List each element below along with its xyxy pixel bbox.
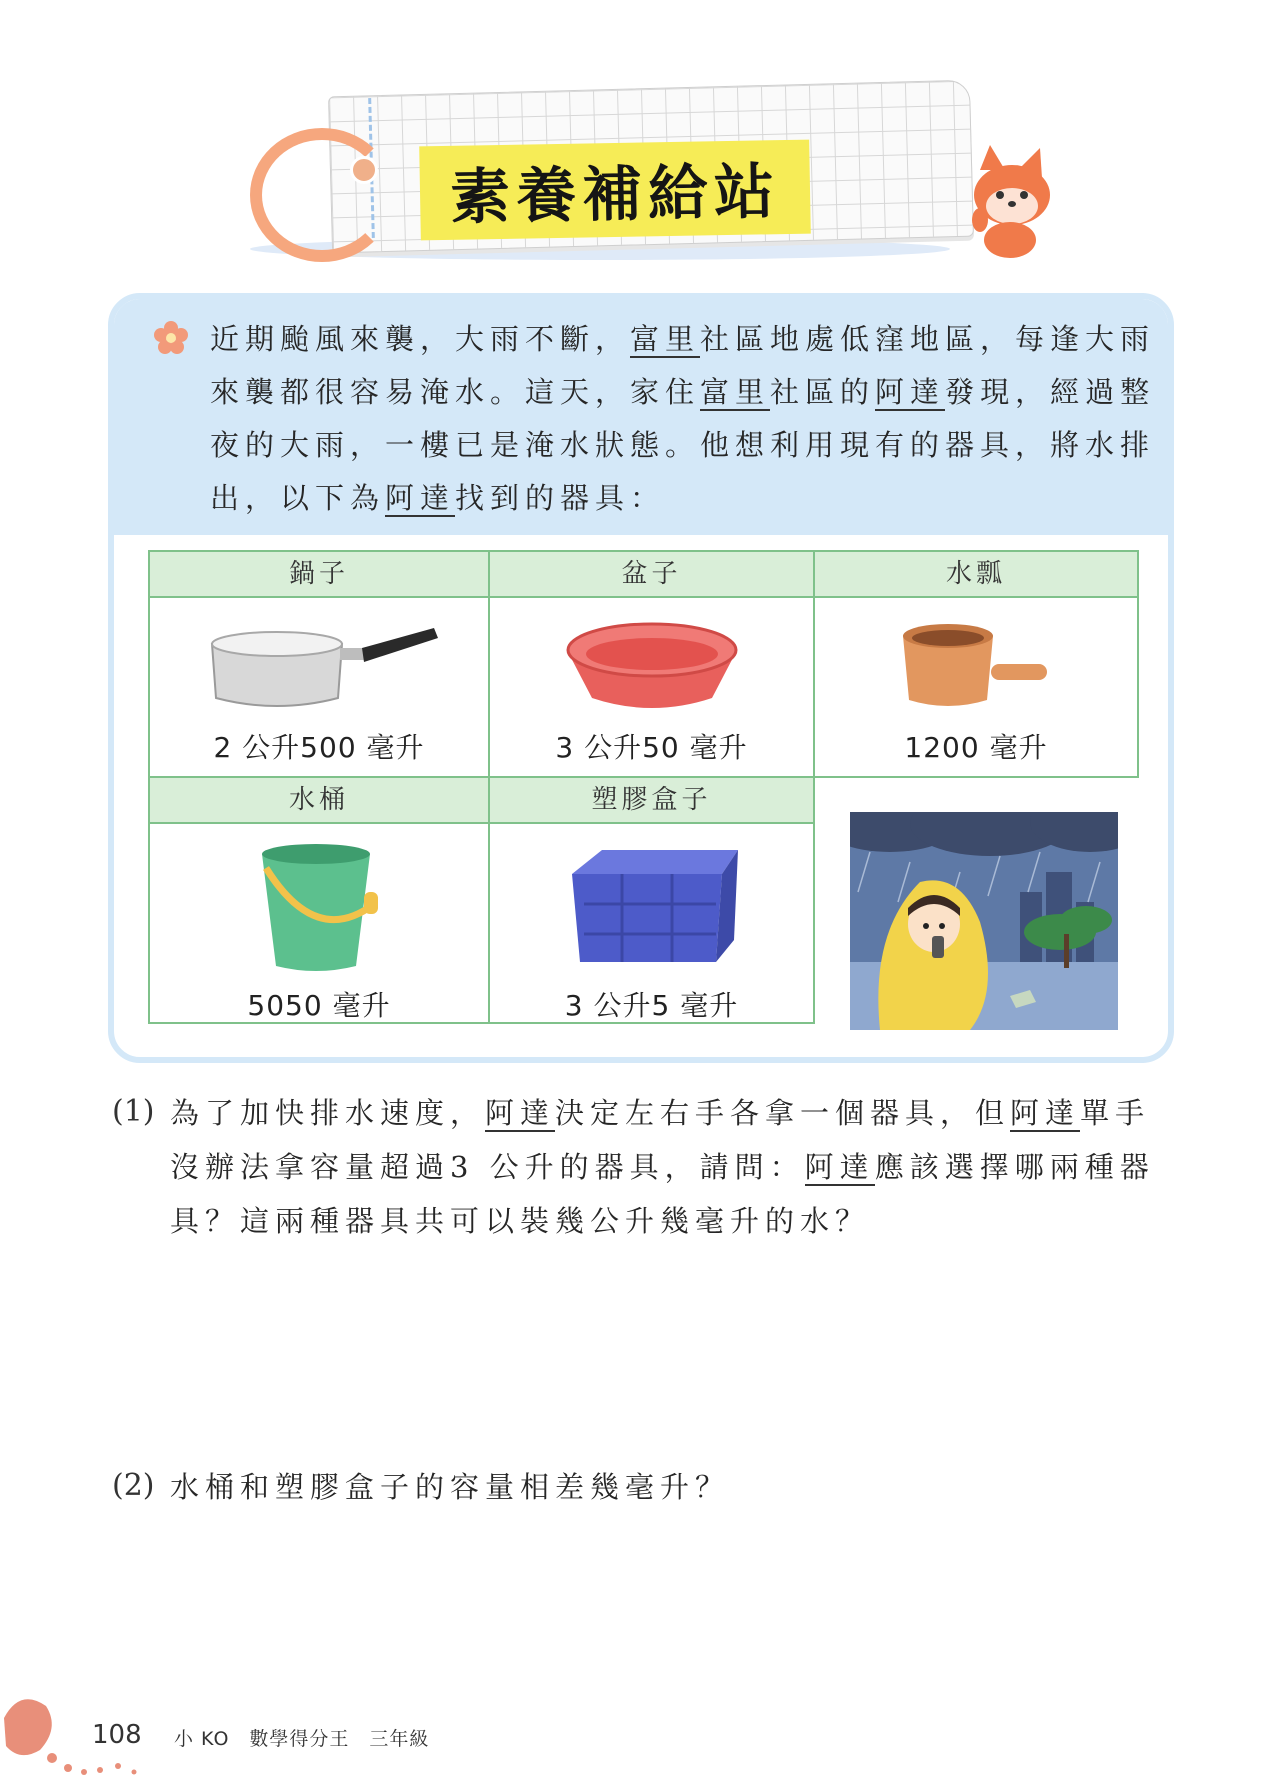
question-2-number: (2): [112, 1468, 155, 1503]
fox-mascot-icon: [950, 140, 1070, 260]
flower-bullet-icon: [154, 321, 188, 355]
proper-name: 阿達: [485, 1096, 556, 1130]
text-run: 決定左右手各拿一個器具，但: [555, 1096, 1011, 1130]
text-run: 社區地處低窪地區，每逢大雨來襲都很容易淹水。這天，家住: [210, 322, 1156, 409]
tool-header-bucket: 水桶: [148, 776, 490, 824]
proper-name: 阿達: [804, 1150, 875, 1184]
text-run: 找到的器具：: [455, 481, 666, 515]
banner-title: 素養補給站: [419, 140, 811, 241]
proper-name: 富里: [700, 375, 771, 409]
basin-icon: [562, 618, 742, 714]
text-run: 單手沒辦法拿容量超過3 公升的器具，請問：: [170, 1096, 1151, 1184]
tool-capacity-bucket: 5050 毫升: [247, 989, 391, 1022]
question-1-text: [170, 1086, 1180, 1248]
text-run: 水桶和塑膠盒子的容量相差幾毫升？: [170, 1470, 731, 1504]
text-run: 社區的: [770, 375, 876, 409]
ladle-icon: [895, 614, 1055, 714]
text-run: 近期颱風來襲，大雨不斷，: [210, 322, 631, 356]
book-title: 小 KO 數學得分王 三年級: [174, 1728, 430, 1750]
text-run: 發現，經過整夜的大雨，一樓已是淹水狀態。他想利用現有的器具，將水排出，以下為: [210, 375, 1156, 515]
page-footer: [0, 1688, 600, 1788]
tool-cell-plastic-crate: [488, 822, 815, 1024]
question-1-number: (1): [112, 1094, 155, 1129]
proper-name: 阿達: [1010, 1096, 1081, 1130]
proper-name: 阿達: [875, 375, 946, 409]
tool-capacity-pot: 2 公升500 毫升: [213, 731, 425, 764]
page-number: 108: [92, 1720, 142, 1750]
tool-header-plastic-crate: 塑膠盒子: [488, 776, 815, 824]
storm-illustration: [850, 812, 1118, 1030]
tool-header-ladle: 水瓢: [813, 550, 1139, 598]
bucket-icon: [256, 838, 386, 978]
proper-name: 阿達: [385, 481, 456, 515]
question-2-text: [170, 1460, 1180, 1514]
pot-icon: [202, 616, 442, 716]
tool-header-basin: 盆子: [488, 550, 815, 598]
text-run: 為了加快排水速度，: [170, 1096, 486, 1130]
tool-cell-bucket: [148, 822, 490, 1024]
tool-capacity-plastic-crate: 3 公升5 毫升: [564, 989, 739, 1022]
plastic-crate-icon: [562, 844, 742, 974]
proper-name: 富里: [630, 322, 701, 356]
tool-header-pot: 鍋子: [148, 550, 490, 598]
text-run: 應該選擇哪兩種器具？這兩種器具共可以裝幾公升幾毫升的水？: [170, 1150, 1155, 1238]
binder-hole-icon: [350, 156, 378, 184]
section-banner: [250, 88, 1020, 258]
binder-ring-icon: [250, 128, 394, 262]
tool-capacity-basin: 3 公升50 毫升: [555, 731, 748, 764]
tool-cell-basin: [488, 596, 815, 778]
tool-cell-ladle: [813, 596, 1139, 778]
tool-capacity-ladle: 1200 毫升: [904, 731, 1048, 764]
tool-cell-pot: [148, 596, 490, 778]
story-text: [210, 313, 1160, 525]
